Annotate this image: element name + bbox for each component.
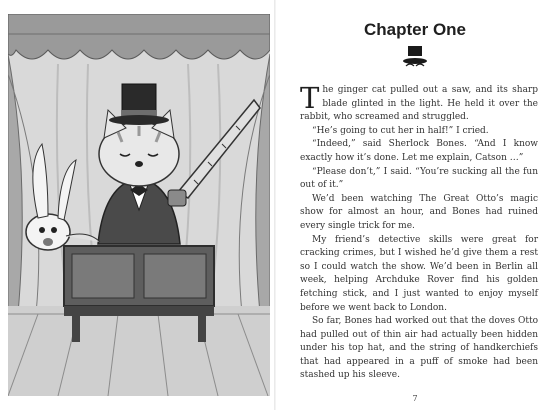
drop-cap: T xyxy=(300,81,320,115)
page-gutter xyxy=(274,0,276,410)
chapter-text xyxy=(300,81,538,383)
paragraph: “He’s going to cut her in half!” I cried. xyxy=(312,125,489,136)
paragraph: “Please don’t,” I said. “You’re sucking all the fun out of it.” xyxy=(300,166,538,191)
paragraph: So far, Bones had worked out that the doves Otto had pulled out of thin air had actually been hidden under his top hat, and the string of handkerchiefs that had appeared in a puff of smoke had been stashed up his sleeve. xyxy=(300,316,538,381)
paragraph: My friend’s detective skills were great for cracking crimes, but I wished he’d give them a rest so I could watch the show. We’d been in Berlin all week, helping Archduke Rover find his golden fetching stick, and I just wanted to enjoy myself before we went back to London. xyxy=(300,234,538,313)
paragraph xyxy=(300,81,538,125)
right-page xyxy=(280,0,550,410)
paragraph: We’d been watching The Great Otto’s magic show for almost an hour, and Bones had ruined every single trick for me. xyxy=(300,193,538,231)
magic-show-illustration xyxy=(8,14,270,396)
chapter-title: Chapter One xyxy=(363,20,467,39)
top-hat-icon xyxy=(400,44,430,70)
paragraph: “Indeed,” said Sherlock Bones. “And I know exactly how it’s done. Let me explain, Catson …” xyxy=(300,139,538,163)
paragraph-text: he ginger cat pulled out a saw, and its sharp blade glinted in the light. He held it over the rabbit, who screamed and struggled. xyxy=(300,85,538,123)
page-number: 7 xyxy=(412,394,418,403)
